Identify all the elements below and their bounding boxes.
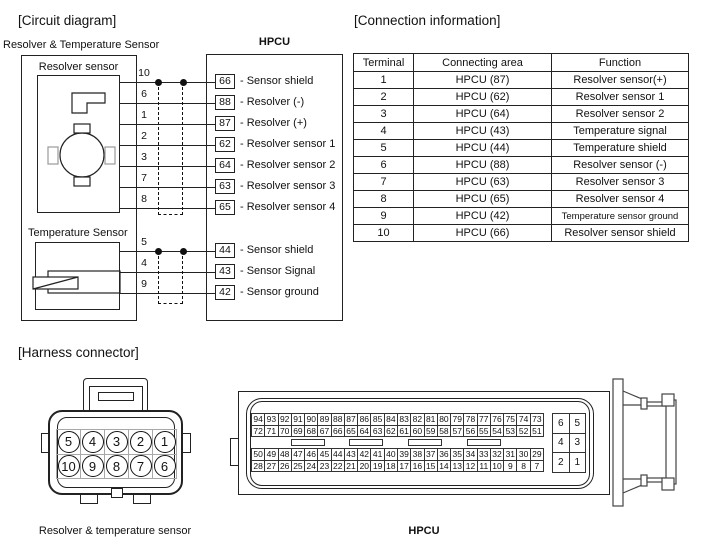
table-cell: Resolver sensor 3 [552, 174, 689, 191]
table-header-connecting-area: Connecting area [414, 54, 552, 72]
pin-cell: 55 [478, 426, 491, 438]
table-row [354, 123, 689, 140]
pin-cell: 28 [252, 461, 265, 473]
pin-cell: 30 [517, 449, 530, 461]
wire-number: 5 [141, 236, 147, 248]
left-connector-grid [56, 429, 177, 479]
pin-cell: 41 [371, 449, 384, 461]
pin-cell: 2 [553, 453, 570, 473]
pin-cell: 82 [411, 414, 424, 426]
sensor-assembly-label: Resolver & Temperature Sensor [3, 39, 160, 51]
table-cell: HPCU (65) [414, 191, 552, 208]
thermistor-symbol [30, 266, 125, 298]
pin-cell [57, 430, 81, 455]
pin-cell [129, 430, 153, 455]
table-cell: 1 [354, 72, 414, 89]
left-connector-ear-right [182, 433, 191, 453]
pin-cell: 25 [292, 461, 305, 473]
resolver-sensor-label: Resolver sensor [38, 61, 119, 73]
hpcu-pin-box: 66 [215, 74, 235, 89]
table-row [354, 225, 689, 242]
table-cell: Resolver sensor shield [552, 225, 689, 242]
pin-cell: 56 [464, 426, 477, 438]
pin-cell: 66 [332, 426, 345, 438]
wire-number: 6 [141, 88, 147, 100]
pin-circle: 8 [106, 455, 128, 477]
left-connector-latch-slot [98, 392, 134, 401]
resolver-shield-dashed-box [158, 82, 183, 215]
pin-cell: 36 [438, 449, 451, 461]
pin-cell: 21 [345, 461, 358, 473]
table-cell: 4 [354, 123, 414, 140]
pin-cell: 52 [517, 426, 530, 438]
table-cell: Resolver sensor 2 [552, 106, 689, 123]
pin-cell: 84 [385, 414, 398, 426]
pin-cell: 10 [491, 461, 504, 473]
pin-cell: 88 [332, 414, 345, 426]
pin-cell: 46 [305, 449, 318, 461]
pin-cell: 70 [279, 426, 292, 438]
shield-junction-dot [155, 79, 162, 86]
hpcu-pin-box: 62 [215, 137, 235, 152]
pin-cell: 65 [345, 426, 358, 438]
pin-cell: 57 [451, 426, 464, 438]
left-connector-foot [80, 494, 98, 504]
pin-cell: 76 [491, 414, 504, 426]
wire-number: 2 [141, 130, 147, 142]
pin-cell: 62 [385, 426, 398, 438]
pin-cell: 7 [531, 461, 544, 473]
connection-info-title: [Connection information] [354, 13, 501, 28]
pin-cell: 24 [305, 461, 318, 473]
pin-cell: 50 [252, 449, 265, 461]
connection-table-body [354, 72, 689, 242]
hpcu-pin-label: - Sensor ground [240, 286, 319, 298]
pin-cell: 71 [265, 426, 278, 438]
pin-cell: 77 [478, 414, 491, 426]
pin-cell: 29 [531, 449, 544, 461]
table-cell: Temperature shield [552, 140, 689, 157]
hpcu-key-bar [349, 439, 383, 446]
wire-number: 8 [141, 193, 147, 205]
table-row [354, 157, 689, 174]
pin-circle: 5 [58, 431, 80, 453]
table-cell: HPCU (63) [414, 174, 552, 191]
pin-cell: 4 [553, 434, 570, 454]
pin-cell: 72 [252, 426, 265, 438]
pin-cell: 3 [570, 434, 587, 454]
table-cell: 2 [354, 89, 414, 106]
wire-number: 7 [141, 172, 147, 184]
pin-cell: 75 [504, 414, 517, 426]
pin-circle: 4 [82, 431, 104, 453]
pin-cell: 53 [504, 426, 517, 438]
pin-circle: 6 [154, 455, 176, 477]
shield-junction-dot [180, 79, 187, 86]
left-connector-bottom-tab [111, 488, 123, 498]
table-cell: HPCU (44) [414, 140, 552, 157]
table-cell: 8 [354, 191, 414, 208]
pin-cell: 89 [318, 414, 331, 426]
table-row [354, 140, 689, 157]
pin-cell: 40 [385, 449, 398, 461]
pin-cell: 44 [332, 449, 345, 461]
hpcu-key-bar [467, 439, 501, 446]
pin-circle: 3 [106, 431, 128, 453]
pin-cell: 9 [504, 461, 517, 473]
hpcu-pin-label: - Resolver (-) [240, 96, 305, 108]
pin-cell: 34 [464, 449, 477, 461]
table-cell: Temperature signal [552, 123, 689, 140]
left-connector-foot [133, 494, 151, 504]
pin-cell: 60 [411, 426, 424, 438]
pin-cell [81, 455, 105, 480]
hpcu-pin-box: 65 [215, 200, 235, 215]
pin-cell: 92 [279, 414, 292, 426]
pin-cell: 45 [318, 449, 331, 461]
pin-cell: 58 [438, 426, 451, 438]
table-row [354, 89, 689, 106]
pin-circle: 7 [130, 455, 152, 477]
pin-cell: 43 [345, 449, 358, 461]
hpcu-pin-label: - Resolver sensor 1 [240, 138, 336, 150]
circuit-diagram-title: [Circuit diagram] [18, 13, 117, 28]
pin-cell: 81 [425, 414, 438, 426]
table-cell: HPCU (87) [414, 72, 552, 89]
pin-cell: 68 [305, 426, 318, 438]
pin-cell: 79 [451, 414, 464, 426]
table-row [354, 174, 689, 191]
table-cell: HPCU (88) [414, 157, 552, 174]
pin-cell: 86 [358, 414, 371, 426]
table-cell: Resolver sensor 4 [552, 191, 689, 208]
table-cell: Resolver sensor(+) [552, 72, 689, 89]
pin-cell: 16 [411, 461, 424, 473]
table-row [354, 208, 689, 225]
pin-cell: 39 [398, 449, 411, 461]
hpcu-pin-box: 88 [215, 95, 235, 110]
pin-cell: 8 [517, 461, 530, 473]
pin-cell: 61 [398, 426, 411, 438]
pin-cell: 74 [517, 414, 530, 426]
pin-cell: 6 [553, 414, 570, 434]
table-cell: Resolver sensor (-) [552, 157, 689, 174]
pin-cell: 12 [464, 461, 477, 473]
temp-shield-dashed-box [158, 251, 183, 304]
pin-cell: 85 [371, 414, 384, 426]
table-header-function: Function [552, 54, 689, 72]
pin-circle: 9 [82, 455, 104, 477]
hpcu-pin-block-top [251, 413, 544, 437]
pin-cell [129, 455, 153, 480]
pin-cell [81, 430, 105, 455]
pin-cell: 54 [491, 426, 504, 438]
hpcu-pin-box: 87 [215, 116, 235, 131]
table-cell: HPCU (66) [414, 225, 552, 242]
pin-cell: 33 [478, 449, 491, 461]
pin-cell: 13 [451, 461, 464, 473]
pin-cell: 69 [292, 426, 305, 438]
pin-cell: 59 [425, 426, 438, 438]
pin-cell: 80 [438, 414, 451, 426]
pin-cell [153, 430, 177, 455]
table-row [354, 106, 689, 123]
pin-cell: 73 [531, 414, 544, 426]
table-cell: Temperature sensor ground [552, 208, 689, 225]
table-cell: 9 [354, 208, 414, 225]
pin-cell [153, 455, 177, 480]
table-row [354, 72, 689, 89]
pin-cell: 38 [411, 449, 424, 461]
hpcu-pin-box: 43 [215, 264, 235, 279]
table-cell: 3 [354, 106, 414, 123]
hpcu-connector-label: HPCU [408, 525, 440, 537]
pin-cell [57, 455, 81, 480]
pin-cell: 87 [345, 414, 358, 426]
pin-cell: 78 [464, 414, 477, 426]
table-cell: HPCU (64) [414, 106, 552, 123]
table-cell: Resolver sensor 1 [552, 89, 689, 106]
table-row [354, 191, 689, 208]
wire-number: 4 [141, 257, 147, 269]
pin-cell: 22 [332, 461, 345, 473]
pin-cell: 67 [318, 426, 331, 438]
hpcu-pin-label: - Resolver sensor 3 [240, 180, 336, 192]
hpcu-key-bar [408, 439, 442, 446]
pin-cell: 26 [279, 461, 292, 473]
wire-number: 1 [141, 109, 147, 121]
left-connector-label: Resolver & temperature sensor [38, 525, 192, 537]
pin-cell: 90 [305, 414, 318, 426]
hpcu-side-grid [552, 413, 586, 473]
pin-cell: 11 [478, 461, 491, 473]
pin-cell: 31 [504, 449, 517, 461]
pin-cell: 48 [279, 449, 292, 461]
table-header-row [354, 54, 689, 72]
pin-cell: 27 [265, 461, 278, 473]
pin-cell: 63 [371, 426, 384, 438]
shield-junction-dot [180, 248, 187, 255]
table-header-terminal: Terminal [354, 54, 414, 72]
table-cell: HPCU (62) [414, 89, 552, 106]
hpcu-pin-box: 44 [215, 243, 235, 258]
pin-cell: 14 [438, 461, 451, 473]
temperature-sensor-label: Temperature Sensor [28, 227, 128, 239]
pin-cell: 42 [358, 449, 371, 461]
hpcu-pin-box: 64 [215, 158, 235, 173]
pin-cell: 37 [425, 449, 438, 461]
pin-cell: 93 [265, 414, 278, 426]
pin-cell: 91 [292, 414, 305, 426]
pin-cell: 18 [385, 461, 398, 473]
hpcu-pin-box: 63 [215, 179, 235, 194]
hpcu-pin-label: - Resolver sensor 4 [240, 201, 336, 213]
pin-cell: 35 [451, 449, 464, 461]
pin-cell: 47 [292, 449, 305, 461]
resolver-symbol [45, 88, 117, 190]
hpcu-pin-label: - Sensor Signal [240, 265, 316, 277]
pin-cell: 23 [318, 461, 331, 473]
table-cell: 7 [354, 174, 414, 191]
pin-cell: 83 [398, 414, 411, 426]
table-cell: 6 [354, 157, 414, 174]
hpcu-pin-box: 42 [215, 285, 235, 300]
hpcu-key-bar [291, 439, 325, 446]
wire-number: 9 [141, 278, 147, 290]
hpcu-pin-label: - Resolver (+) [240, 117, 307, 129]
harness-connector-title: [Harness connector] [18, 345, 139, 360]
hpcu-pin-label: - Sensor shield [240, 75, 314, 87]
mounting-bracket [610, 372, 701, 512]
table-cell: HPCU (43) [414, 123, 552, 140]
pin-cell: 94 [252, 414, 265, 426]
pin-circle: 10 [58, 455, 80, 477]
pin-cell [105, 430, 129, 455]
pin-cell: 64 [358, 426, 371, 438]
table-cell: 5 [354, 140, 414, 157]
pin-cell: 51 [531, 426, 544, 438]
hpcu-pin-label: - Sensor shield [240, 244, 314, 256]
pin-cell: 17 [398, 461, 411, 473]
pin-cell: 32 [491, 449, 504, 461]
pin-cell: 1 [570, 453, 587, 473]
wire-number: 10 [138, 67, 150, 79]
hpcu-pin-label: - Resolver sensor 2 [240, 159, 336, 171]
hpcu-pin-block-bottom [251, 448, 544, 472]
pin-cell: 15 [425, 461, 438, 473]
pin-circle: 2 [130, 431, 152, 453]
connection-table [353, 53, 689, 242]
pin-cell [105, 455, 129, 480]
shield-junction-dot [155, 248, 162, 255]
pin-cell: 5 [570, 414, 587, 434]
wire-number: 3 [141, 151, 147, 163]
pin-cell: 20 [358, 461, 371, 473]
pin-circle: 1 [154, 431, 176, 453]
table-cell: HPCU (42) [414, 208, 552, 225]
pin-cell: 49 [265, 449, 278, 461]
pin-cell: 19 [371, 461, 384, 473]
table-cell: 10 [354, 225, 414, 242]
hpcu-circuit-title: HPCU [258, 36, 291, 48]
